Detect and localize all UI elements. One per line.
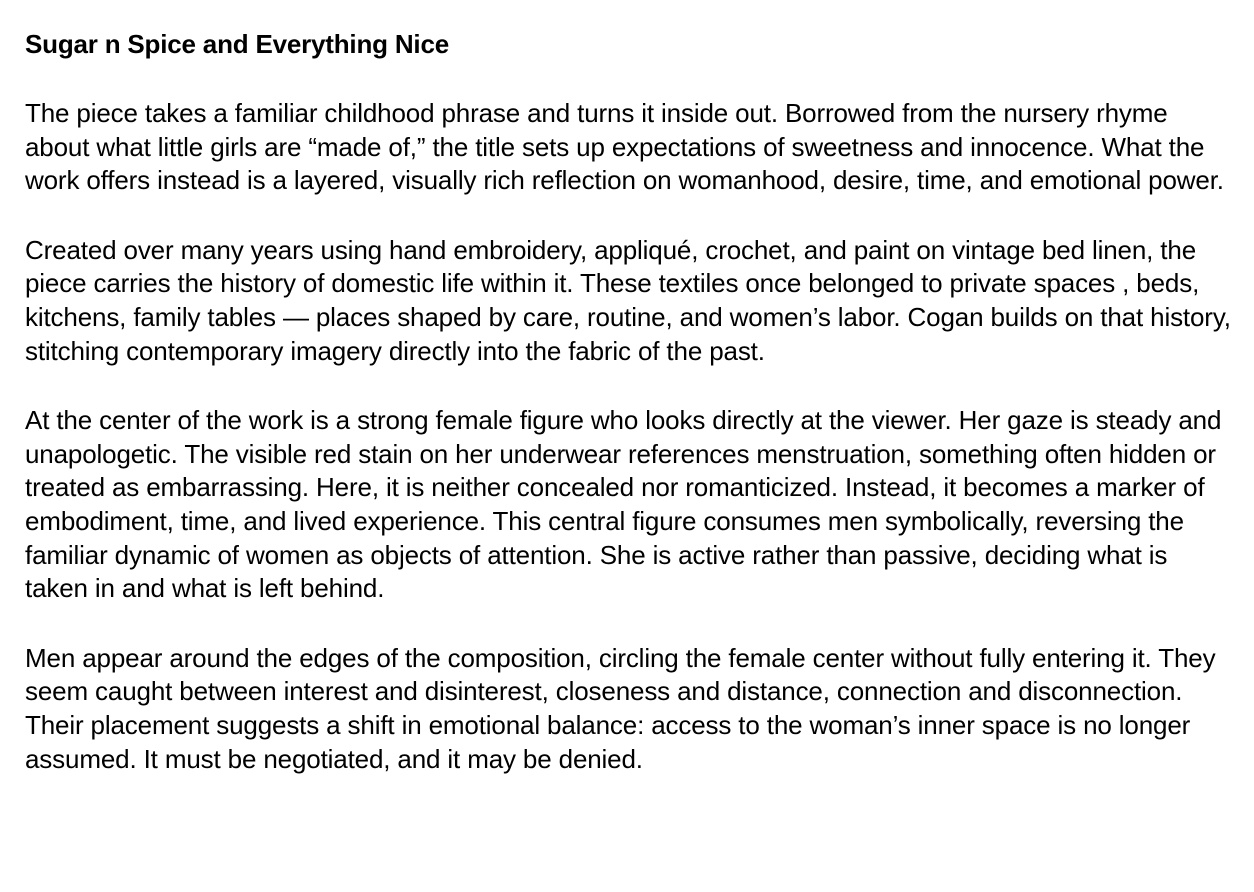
paragraph-4: Men appear around the edges of the composition, circling the female center without fully entering it. They seem caught between interest and disinterest, closeness and distance, connection and disconnection. Their placement suggests a shift in emotional balance: access to the woman’s inner space is no longer assumed. It must be negotiated, and it may be denied. bbox=[25, 642, 1216, 774]
paragraph-1: The piece takes a familiar childhood phrase and turns it inside out. Borrowed from the nursery rhyme about what little girls are “made of,” the title sets up expectations of sweetness and innocence. What the work offers instead is a layered, visually rich reflection on womanhood, desire, time, and emotional power. bbox=[25, 98, 1224, 196]
document-body bbox=[25, 25, 1235, 776]
document-title: Sugar n Spice and Everything Nice bbox=[25, 29, 449, 59]
paragraph-2: Created over many years using hand embroidery, appliqué, crochet, and paint on vintage bed linen, the piece carries the history of domestic life within it. These textiles once belonged to private spaces , beds, kitchens, family tables — places shaped by care, routine, and women’s labor. Cogan builds on that history, stitching contemporary imagery directly into the fabric of the past. bbox=[25, 234, 1231, 366]
paragraph-3: At the center of the work is a strong female figure who looks directly at the viewer. Her gaze is steady and unapologetic. The visible red stain on her underwear references menstruation, something often hidden or treated as embarrassing. Here, it is neither concealed nor romanticized. Instead, it becomes a marker of embodiment, time, and lived experience. This central figure consumes men symbolically, reversing the familiar dynamic of women as objects of attention. She is active rather than passive, deciding what is taken in and what is left behind. bbox=[25, 405, 1222, 604]
